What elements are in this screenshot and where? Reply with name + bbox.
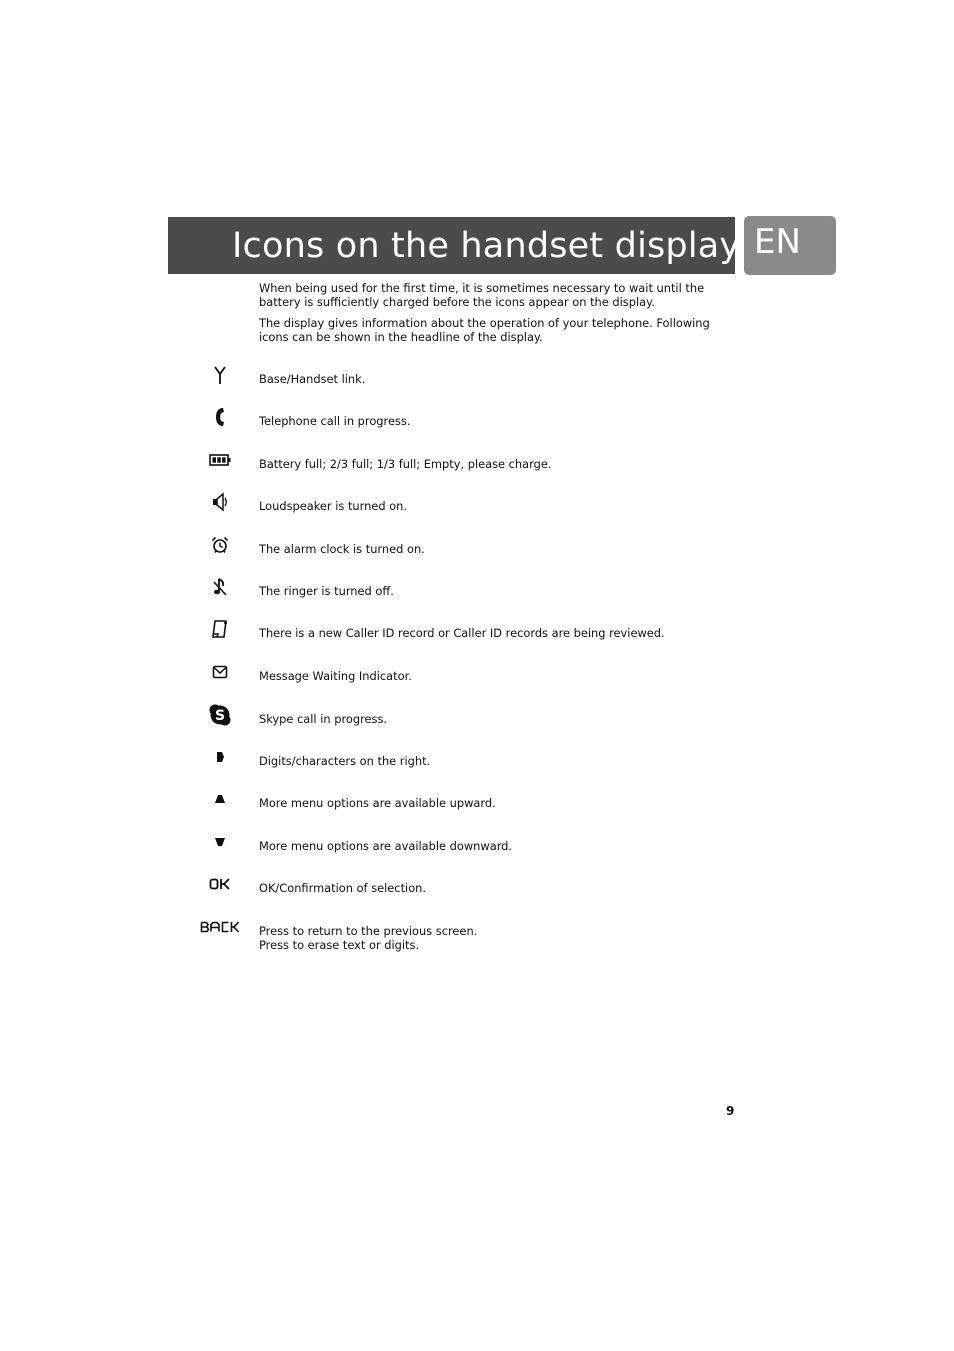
icon-description-line: The ringer is turned off. — [259, 584, 394, 598]
icon-description-line: Battery full; 2/3 full; 1/3 full; Empty, please charge. — [259, 457, 552, 471]
intro-paragraph-1: When being used for the first time, it is sometimes necessary to wait until the battery is sufficiently charged before the icons appear on the display. — [259, 281, 705, 309]
icon-description-line: Base/Handset link. — [259, 372, 366, 386]
icon-description-line: Loudspeaker is turned on. — [259, 499, 407, 513]
page-number: 9 — [726, 1104, 735, 1118]
antenna-icon — [190, 362, 250, 388]
icon-description — [259, 584, 739, 598]
page-title: Icons on the handset display — [232, 226, 741, 266]
icon-description — [259, 754, 739, 768]
icon-description — [259, 542, 739, 556]
svg-text:S: S — [214, 708, 226, 724]
icon-description-line: Telephone call in progress. — [259, 414, 411, 428]
icon-description — [259, 372, 739, 386]
icon-description-line: OK/Confirmation of selection. — [259, 881, 427, 895]
language-tab — [744, 216, 836, 275]
icon-description — [259, 712, 739, 726]
icon-description — [259, 839, 739, 853]
ok-icon — [190, 871, 250, 897]
battery-icon — [190, 447, 250, 473]
intro-text — [259, 281, 739, 351]
phone-icon — [190, 404, 250, 430]
arrow-right-icon — [190, 744, 250, 770]
loudspeaker-icon — [190, 489, 250, 515]
icon-description — [259, 796, 739, 810]
icon-description — [259, 457, 739, 471]
arrow-up-icon — [190, 786, 250, 812]
icon-description — [259, 499, 739, 513]
language-label: EN — [754, 222, 801, 262]
ringer-off-icon — [190, 574, 250, 600]
icon-description — [259, 414, 739, 428]
back-icon — [190, 914, 250, 940]
icon-description-line: The alarm clock is turned on. — [259, 542, 425, 556]
icon-description — [259, 924, 739, 952]
intro-paragraph-2: The display gives information about the operation of your telephone. Following icons can be shown in the headline of the display. — [259, 316, 710, 344]
alarm-clock-icon — [190, 532, 250, 558]
icon-description — [259, 626, 739, 640]
caller-id-icon — [190, 616, 250, 642]
envelope-icon — [190, 659, 250, 685]
icon-description-line: Press to erase text or digits. — [259, 938, 420, 952]
icon-description-line: There is a new Caller ID record or Caller ID records are being reviewed. — [259, 626, 665, 640]
icon-description-line: More menu options are available downward. — [259, 839, 513, 853]
icon-description-line: Skype call in progress. — [259, 712, 388, 726]
icon-description — [259, 881, 739, 895]
skype-icon — [190, 702, 250, 728]
icon-description-line: More menu options are available upward. — [259, 796, 496, 810]
arrow-down-icon — [190, 829, 250, 855]
icon-description-line: Digits/characters on the right. — [259, 754, 431, 768]
icon-description — [259, 669, 739, 683]
icon-description-line: Message Waiting Indicator. — [259, 669, 412, 683]
icon-description-line: Press to return to the previous screen. — [259, 924, 478, 938]
